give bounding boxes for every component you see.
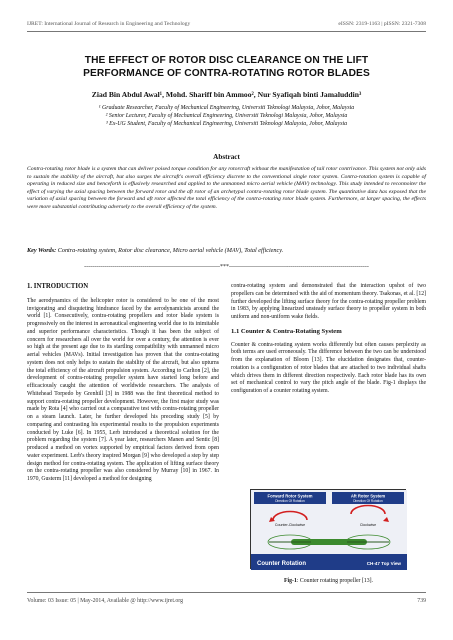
paper-title-line-1: THE EFFECT OF ROTOR DISC CLEARANCE ON THE LIFT	[84, 55, 369, 66]
issn: eISSN: 2319-1163 | pISSN: 2321-7308	[338, 21, 426, 27]
affiliations	[30, 104, 423, 128]
right-panel-subtitle: Direction Of Rotation	[353, 499, 383, 503]
right-rotation-label: Clockwise	[359, 523, 377, 527]
subsection-heading: 1.1 Counter & Contra-Rotating System	[231, 327, 342, 335]
keywords-text: Contra-rotating system, Rotor disc clearance, Micro aerial vehicle (MAV), Total efficiency.	[56, 247, 284, 254]
journal-name: IJRET: International Journal of Research in Engineering and Technology	[27, 21, 191, 27]
right-panel-title: Aft Rotor System	[350, 493, 386, 499]
right-paragraph-1: contra-rotating system and demonstrated that the interaction upshot of two propellers can be determined with the aid of momentum theory. Tsakonas, et al. [12] further developed the lifting surface theory for the contra-rotating propeller problem in 1983, by applying linearized unsteady surface theory to propeller system in both uniform and non-uniform wake fields.	[231, 283, 426, 320]
footer-divider	[27, 592, 426, 593]
figure-1	[250, 489, 406, 569]
left-panel-subtitle: Direction Of Rotation	[275, 499, 305, 503]
journal-header	[27, 18, 426, 30]
introduction-heading: 1. INTRODUCTION	[27, 283, 89, 290]
left-rotation-label: Counter-Clockwise	[274, 523, 306, 527]
keywords-label: Key Words:	[27, 247, 57, 254]
affiliation-3: ³ Ex-UG Student, Faculty of Mechanical Engineering, Universiti Teknologi Malaysia, Johor, Malaysia	[105, 121, 348, 127]
keywords	[27, 247, 426, 254]
page-footer	[27, 598, 426, 604]
counter-rotation-label: Counter Rotation	[257, 561, 306, 567]
counter-rotation-diagram	[251, 490, 407, 570]
right-paragraph-2: Counter & contra-rotating system works differently but often causes perplexity as both terms are used erroneously. The difference between the two can be understood from the explanation of Bloom [13]. The elucidation designates that, counter-rotation is a configuration of rotor blades that are attached to two individual shafts which drives them in different direction respectively. Each rotor blade has its own set of mechanical control to vary the pitch angle of the blade. Fig-1 displays the configuration of a counter rotating system.	[231, 341, 426, 394]
authors: Ziad Bin Abdul Awal¹, Mohd. Shariff bin Ammoo², Nur Syafiqah binti Jamaluddin³	[91, 90, 362, 99]
affiliation-1: ¹ Graduate Researcher, Faculty of Mechanical Engineering, Universiti Teknologi Malaysia, Johor, Malaysia	[98, 105, 355, 111]
left-panel-title: Forward Rotor System	[267, 493, 313, 499]
top-view-label: CH-47 Top View	[366, 561, 401, 566]
right-column	[231, 283, 426, 402]
header-divider	[27, 31, 426, 32]
page-number: 739	[417, 598, 426, 604]
title-block	[30, 54, 423, 128]
paper-title-line-2: PERFORMANCE OF CONTRA-ROTATING ROTOR BLADES	[83, 68, 370, 79]
left-column	[27, 283, 219, 490]
footer-volume: Volume: 03 Issue: 05 | May-2014, Available @ http://www.ijret.org	[27, 598, 184, 604]
abstract-heading: Abstract	[213, 153, 240, 161]
figure-caption-label: Fig-1	[283, 578, 297, 584]
figure-caption-text: : Counter rotating propeller [13].	[296, 578, 374, 584]
affiliation-2: ² Senior Lecturer, Faculty of Mechanical Engineering, Universiti Teknologi Malaysia, Johor, Malaysia	[105, 113, 348, 119]
figure-caption	[231, 578, 426, 584]
section-separator: --------------------------------------------------------------------***----------------------------------------------------------------------	[84, 264, 369, 270]
abstract-text: Contra-rotating rotor blade is a system that can deliver poised torque condition for any rotorcraft without the manifestation of tail rotor contrivance. This system not only aids to sustain the stability of the aircraft, but also surges the aircraft's overall efficiency discrete to the conventional single rotor system. Contra-rotation system is capable of operating in reduced size and henceforth is effusively researched and applied to the unmanned micro aerial vehicle (MAV) technology. This study intended to reconnoiter the effect of varying the axial spacing between the forward rotor and the aft rotor of an archetypal contra-rotating rotor blade system. The quantitative data has exposed that the variation of axial spacing between the forward and aft rotor affected the total efficiency of the contra-rotating rotor blade system. Furthermore, at larger spacing, the effects were more substantial contributing adversely to the overall efficiency of the system.	[27, 166, 426, 210]
intro-paragraph: The aerodynamics of the helicopter rotor is considered to be one of the most invigorating and disquieting hindrance faced by the aerodynamicists around the world [1]. Consecutively, contra-rotating propellers and rotor blade system is progressively on the interest in aeronautical engineering world due to its inimitable and superior performance characteristics. Though it has been the subject of concern for researchers all over the world for over a century, the attention is ever so high at the present age due to its startling compatibility with unmanned micro aerial vehicles (MAVs). Initial investigation has proven that the contra-rotating system does not only helps to sustain the stability of the aircraft, but also upturns the total efficiency of the aircraft propulsion system. According to Carlton [2], the development of contra-rotating propeller system have started long before and efficaciously caught the attention of worldwide researchers. The analysis of Whitehead Torpedo by Grenhill [3] in 1988 was the first theoretical method to support contra-rotating propeller development. However, the first major study was made by Rota [4] who carried out a comparative test with contra-rotating propeller on a steam launch. Later, he further developed his preceding study [5] by comparing and contrasting his experimental results to the propulsion experiments conducted by Luke [6]. In 1955, Lerb introduced a theoretical solution for the problem regarding the system [7]. A year later, researchers Manen and Sentic [8] produced a method on vortex supported by empirical factors derived from open water experiment. Lerb's theory inspired Morgan [9] who developed a step by step design method for contra-rotating system. The application of lifting surface theory on the contra-rotating propeller was also considered by Murray [10] in 1967. In 1970, Gusterm [11] developed a method for designing	[27, 297, 219, 482]
